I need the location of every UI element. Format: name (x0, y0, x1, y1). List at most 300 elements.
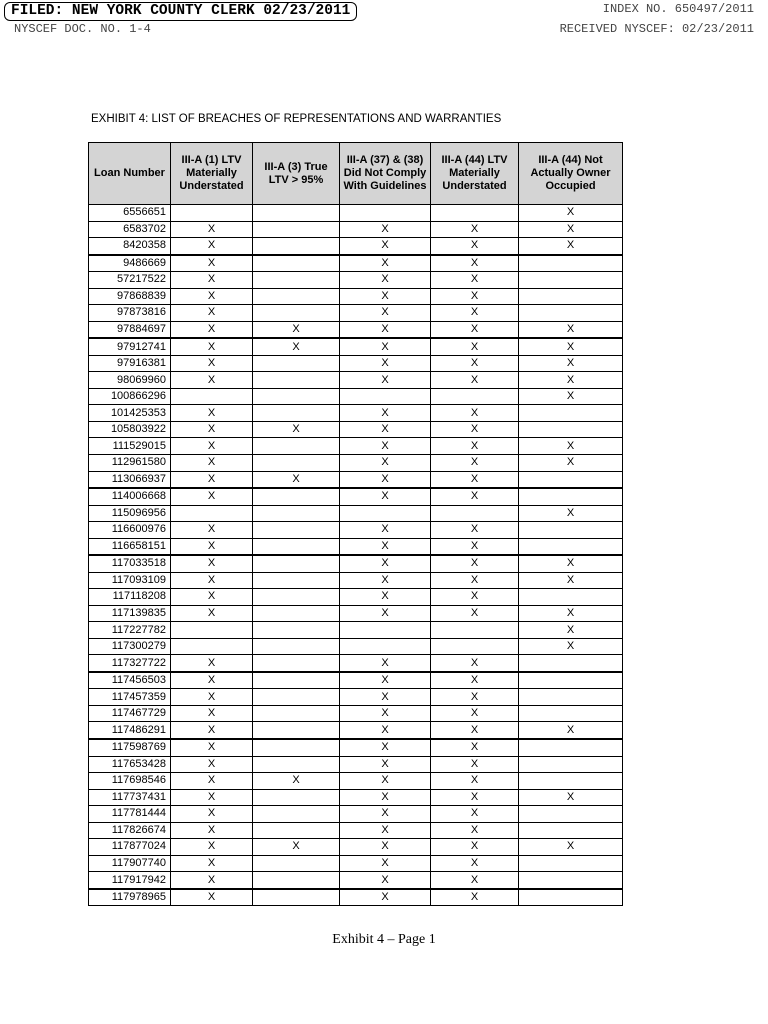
breach-mark-cell (519, 471, 623, 488)
breach-mark-cell (519, 739, 623, 756)
breach-mark-cell: X (340, 855, 431, 872)
breach-mark-cell: X (171, 538, 253, 555)
table-row (89, 739, 623, 756)
breach-mark-cell (431, 622, 519, 639)
breach-mark-cell: X (171, 789, 253, 806)
breach-mark-cell: X (431, 572, 519, 589)
breach-mark-cell: X (171, 321, 253, 338)
breach-mark-cell (519, 689, 623, 706)
table-body (89, 205, 623, 906)
breach-mark-cell: X (340, 672, 431, 689)
breach-mark-cell: X (340, 238, 431, 255)
breach-mark-cell (253, 288, 340, 305)
table-row (89, 505, 623, 522)
loan-number-cell: 117327722 (89, 655, 171, 672)
table-row (89, 305, 623, 322)
breach-mark-cell: X (171, 305, 253, 322)
breach-mark-cell: X (519, 221, 623, 238)
table-header-row (89, 143, 623, 205)
breach-mark-cell: X (171, 221, 253, 238)
table-row (89, 672, 623, 689)
breach-mark-cell (519, 405, 623, 422)
breach-mark-cell: X (253, 421, 340, 438)
breach-mark-cell: X (171, 773, 253, 790)
table-row (89, 272, 623, 289)
breach-mark-cell: X (171, 454, 253, 471)
loan-number-cell: 117093109 (89, 572, 171, 589)
loan-number-cell: 117907740 (89, 855, 171, 872)
breach-mark-cell: X (431, 705, 519, 722)
breach-mark-cell (431, 205, 519, 222)
loan-number-cell: 97884697 (89, 321, 171, 338)
loan-number-cell: 113066937 (89, 471, 171, 488)
breach-mark-cell: X (431, 789, 519, 806)
loan-number-cell: 117653428 (89, 756, 171, 773)
loan-number-cell: 117978965 (89, 889, 171, 906)
breach-mark-cell (253, 355, 340, 372)
table-row (89, 555, 623, 572)
loan-number-cell: 117917942 (89, 872, 171, 889)
breach-mark-cell (253, 388, 340, 405)
breach-mark-cell (253, 555, 340, 572)
loan-number-cell: 117598769 (89, 739, 171, 756)
breach-mark-cell (253, 806, 340, 823)
breach-mark-cell (519, 272, 623, 289)
table-row (89, 471, 623, 488)
breach-mark-cell: X (171, 822, 253, 839)
breach-mark-cell (253, 372, 340, 389)
breach-mark-cell (431, 505, 519, 522)
loan-number-cell: 9486669 (89, 255, 171, 272)
table-row (89, 221, 623, 238)
breach-mark-cell: X (431, 739, 519, 756)
table-row (89, 405, 623, 422)
loan-number-cell: 6583702 (89, 221, 171, 238)
table-row (89, 872, 623, 889)
breach-mark-cell: X (171, 238, 253, 255)
breach-mark-cell: X (431, 255, 519, 272)
breach-mark-cell (253, 672, 340, 689)
loan-number-cell: 8420358 (89, 238, 171, 255)
breach-mark-cell: X (253, 773, 340, 790)
breach-mark-cell: X (431, 522, 519, 539)
breach-mark-cell: X (171, 872, 253, 889)
table-row (89, 355, 623, 372)
breach-mark-cell: X (431, 672, 519, 689)
breach-mark-cell: X (340, 605, 431, 622)
breach-mark-cell: X (171, 355, 253, 372)
breach-mark-cell: X (171, 255, 253, 272)
breach-mark-cell (253, 855, 340, 872)
breach-mark-cell: X (171, 705, 253, 722)
breach-mark-cell (519, 305, 623, 322)
breach-mark-cell: X (253, 338, 340, 355)
table-row (89, 806, 623, 823)
breach-mark-cell (519, 288, 623, 305)
table-row (89, 789, 623, 806)
breach-mark-cell: X (431, 421, 519, 438)
breach-mark-cell: X (431, 338, 519, 355)
breach-mark-cell: X (431, 372, 519, 389)
breach-mark-cell: X (340, 372, 431, 389)
breach-mark-cell (253, 705, 340, 722)
breach-mark-cell (519, 589, 623, 606)
breach-mark-cell (253, 405, 340, 422)
breach-mark-cell (253, 488, 340, 505)
breach-mark-cell: X (431, 872, 519, 889)
breach-mark-cell: X (171, 605, 253, 622)
breach-mark-cell: X (431, 689, 519, 706)
index-number: INDEX NO. 650497/2011 (602, 2, 754, 16)
breach-mark-cell: X (519, 789, 623, 806)
breach-mark-cell (253, 572, 340, 589)
breach-mark-cell: X (519, 355, 623, 372)
breach-mark-cell: X (431, 555, 519, 572)
breach-mark-cell (519, 705, 623, 722)
breach-mark-cell: X (171, 438, 253, 455)
table-row (89, 605, 623, 622)
received-date: RECEIVED NYSCEF: 02/23/2011 (559, 22, 754, 36)
breach-mark-cell (253, 522, 340, 539)
breach-mark-cell: X (171, 806, 253, 823)
breach-mark-cell: X (431, 221, 519, 238)
breach-mark-cell (171, 388, 253, 405)
table-row (89, 889, 623, 906)
loan-number-cell: 117227782 (89, 622, 171, 639)
breach-mark-cell: X (519, 572, 623, 589)
table-row (89, 421, 623, 438)
breach-mark-cell: X (431, 305, 519, 322)
breach-mark-cell: X (340, 288, 431, 305)
breach-mark-cell: X (171, 722, 253, 739)
loan-number-cell: 117781444 (89, 806, 171, 823)
loan-number-cell: 117033518 (89, 555, 171, 572)
breach-mark-cell: X (519, 638, 623, 655)
column-header: III-A (44) LTV Materially Understated (431, 143, 519, 205)
table-row (89, 538, 623, 555)
breach-mark-cell: X (340, 689, 431, 706)
breach-mark-cell (171, 638, 253, 655)
table-row (89, 572, 623, 589)
breach-mark-cell: X (340, 538, 431, 555)
loan-number-cell: 112961580 (89, 454, 171, 471)
loan-number-cell: 117300279 (89, 638, 171, 655)
breach-mark-cell (340, 622, 431, 639)
loan-number-cell: 117139835 (89, 605, 171, 622)
breach-mark-cell: X (171, 372, 253, 389)
breach-mark-cell (253, 272, 340, 289)
loan-number-cell: 116600976 (89, 522, 171, 539)
breach-mark-cell: X (431, 272, 519, 289)
loan-number-cell: 115096956 (89, 505, 171, 522)
breach-mark-cell: X (340, 355, 431, 372)
breach-mark-cell: X (431, 471, 519, 488)
table-row (89, 388, 623, 405)
table-row (89, 205, 623, 222)
breach-mark-cell (253, 205, 340, 222)
breach-mark-cell: X (171, 338, 253, 355)
loan-number-cell: 117456503 (89, 672, 171, 689)
breach-mark-cell: X (519, 839, 623, 856)
breach-mark-cell: X (340, 839, 431, 856)
breach-mark-cell: X (171, 655, 253, 672)
column-header: III-A (37) & (38) Did Not Comply With Guidelines (340, 143, 431, 205)
breach-mark-cell: X (340, 789, 431, 806)
breach-mark-cell: X (519, 388, 623, 405)
breach-mark-cell: X (171, 756, 253, 773)
doc-number: NYSCEF DOC. NO. 1-4 (14, 22, 151, 36)
table-row (89, 255, 623, 272)
table-row (89, 756, 623, 773)
breach-mark-cell (253, 454, 340, 471)
breach-mark-cell: X (340, 555, 431, 572)
breach-mark-cell (340, 505, 431, 522)
table-row (89, 238, 623, 255)
breach-mark-cell: X (431, 889, 519, 906)
breach-mark-cell: X (171, 889, 253, 906)
loan-number-cell: 117877024 (89, 839, 171, 856)
breaches-table (88, 142, 623, 906)
table-row (89, 655, 623, 672)
breach-mark-cell: X (340, 655, 431, 672)
breach-mark-cell (253, 739, 340, 756)
breach-mark-cell: X (171, 522, 253, 539)
breach-mark-cell (519, 522, 623, 539)
table-row (89, 689, 623, 706)
breach-mark-cell (431, 388, 519, 405)
table-row (89, 338, 623, 355)
table-row (89, 622, 623, 639)
breach-mark-cell: X (340, 739, 431, 756)
loan-number-cell: 101425353 (89, 405, 171, 422)
breach-mark-cell (340, 388, 431, 405)
breach-mark-cell (519, 889, 623, 906)
breach-mark-cell (340, 205, 431, 222)
breach-mark-cell (253, 305, 340, 322)
breach-mark-cell: X (431, 589, 519, 606)
breach-mark-cell: X (519, 505, 623, 522)
breach-mark-cell (253, 255, 340, 272)
breach-mark-cell: X (431, 806, 519, 823)
breach-mark-cell (253, 722, 340, 739)
breach-mark-cell: X (340, 872, 431, 889)
breach-mark-cell (253, 538, 340, 555)
breach-mark-cell: X (171, 672, 253, 689)
breach-mark-cell (171, 505, 253, 522)
table-row (89, 488, 623, 505)
breach-mark-cell: X (431, 655, 519, 672)
table-row (89, 372, 623, 389)
table-row (89, 839, 623, 856)
breach-mark-cell (519, 756, 623, 773)
breach-mark-cell: X (171, 421, 253, 438)
breach-mark-cell: X (340, 405, 431, 422)
page-footer: Exhibit 4 – Page 1 (332, 932, 436, 947)
loan-number-cell: 117118208 (89, 589, 171, 606)
breach-mark-cell: X (171, 272, 253, 289)
table-row (89, 288, 623, 305)
breach-mark-cell: X (171, 855, 253, 872)
breach-mark-cell (253, 221, 340, 238)
breach-mark-cell (253, 822, 340, 839)
breach-mark-cell: X (519, 722, 623, 739)
table-row (89, 638, 623, 655)
breach-mark-cell: X (171, 739, 253, 756)
breach-mark-cell: X (340, 321, 431, 338)
breach-mark-cell: X (340, 438, 431, 455)
loan-number-cell: 98069960 (89, 372, 171, 389)
breach-mark-cell (519, 773, 623, 790)
breach-mark-cell: X (340, 454, 431, 471)
breach-mark-cell: X (431, 238, 519, 255)
loan-number-cell: 114006668 (89, 488, 171, 505)
loan-number-cell: 116658151 (89, 538, 171, 555)
loan-number-cell: 97873816 (89, 305, 171, 322)
column-header: Loan Number (89, 143, 171, 205)
breach-mark-cell: X (519, 454, 623, 471)
breach-mark-cell (519, 255, 623, 272)
breach-mark-cell: X (431, 438, 519, 455)
loan-number-cell: 117698546 (89, 773, 171, 790)
table-row (89, 773, 623, 790)
breach-mark-cell: X (340, 522, 431, 539)
breach-mark-cell: X (431, 855, 519, 872)
breach-mark-cell (171, 205, 253, 222)
breach-mark-cell: X (519, 438, 623, 455)
breach-mark-cell (253, 638, 340, 655)
breach-mark-cell (253, 605, 340, 622)
breach-mark-cell (340, 638, 431, 655)
breach-mark-cell: X (171, 288, 253, 305)
loan-number-cell: 117486291 (89, 722, 171, 739)
breach-mark-cell: X (171, 471, 253, 488)
breach-mark-cell: X (431, 288, 519, 305)
breach-mark-cell: X (340, 338, 431, 355)
breach-mark-cell (519, 822, 623, 839)
breach-mark-cell: X (253, 321, 340, 338)
loan-number-cell: 117826674 (89, 822, 171, 839)
breach-mark-cell: X (431, 756, 519, 773)
breach-mark-cell: X (519, 605, 623, 622)
column-header: III-A (1) LTV Materially Understated (171, 143, 253, 205)
breach-mark-cell: X (431, 488, 519, 505)
breach-mark-cell (253, 505, 340, 522)
breach-mark-cell (253, 889, 340, 906)
breach-mark-cell (519, 538, 623, 555)
breach-mark-cell: X (431, 722, 519, 739)
breach-mark-cell (253, 789, 340, 806)
breach-mark-cell (519, 421, 623, 438)
loan-number-cell: 6556651 (89, 205, 171, 222)
breach-mark-cell (519, 855, 623, 872)
table-row (89, 321, 623, 338)
breach-mark-cell: X (340, 889, 431, 906)
breach-mark-cell: X (340, 221, 431, 238)
table-row (89, 522, 623, 539)
exhibit-title: EXHIBIT 4: LIST OF BREACHES OF REPRESENTATIONS AND WARRANTIES (91, 113, 502, 125)
breach-mark-cell (519, 672, 623, 689)
breach-mark-cell: X (431, 321, 519, 338)
table-row (89, 855, 623, 872)
table-row (89, 454, 623, 471)
breach-mark-cell (253, 589, 340, 606)
column-header: III-A (44) Not Actually Owner Occupied (519, 143, 623, 205)
breach-mark-cell: X (340, 572, 431, 589)
breach-mark-cell: X (340, 272, 431, 289)
breach-mark-cell: X (171, 405, 253, 422)
breach-mark-cell: X (253, 471, 340, 488)
breach-mark-cell: X (431, 454, 519, 471)
breach-mark-cell: X (431, 605, 519, 622)
table-row (89, 438, 623, 455)
breach-mark-cell: X (340, 722, 431, 739)
breach-mark-cell: X (340, 806, 431, 823)
breach-mark-cell: X (340, 255, 431, 272)
breach-mark-cell: X (431, 355, 519, 372)
table-row (89, 589, 623, 606)
breach-mark-cell: X (340, 756, 431, 773)
breach-mark-cell: X (431, 538, 519, 555)
breach-mark-cell: X (519, 622, 623, 639)
loan-number-cell: 111529015 (89, 438, 171, 455)
breach-mark-cell: X (519, 372, 623, 389)
loan-number-cell: 117737431 (89, 789, 171, 806)
breach-mark-cell: X (171, 589, 253, 606)
table-row (89, 822, 623, 839)
breach-mark-cell: X (519, 338, 623, 355)
breach-mark-cell: X (340, 773, 431, 790)
breach-mark-cell: X (171, 689, 253, 706)
loan-number-cell: 57217522 (89, 272, 171, 289)
breach-mark-cell: X (171, 572, 253, 589)
loan-number-cell: 117457359 (89, 689, 171, 706)
breach-mark-cell: X (431, 405, 519, 422)
breach-mark-cell (253, 438, 340, 455)
breach-mark-cell (253, 238, 340, 255)
table-row (89, 705, 623, 722)
breach-mark-cell: X (340, 822, 431, 839)
filed-stamp: FILED: NEW YORK COUNTY CLERK 02/23/2011 (4, 2, 357, 21)
breach-mark-cell: X (431, 822, 519, 839)
breach-mark-cell (171, 622, 253, 639)
breach-mark-cell: X (519, 238, 623, 255)
breach-mark-cell: X (253, 839, 340, 856)
breach-mark-cell: X (519, 555, 623, 572)
breach-mark-cell (253, 689, 340, 706)
breach-mark-cell (431, 638, 519, 655)
loan-number-cell: 97912741 (89, 338, 171, 355)
column-header: III-A (3) True LTV > 95% (253, 143, 340, 205)
breach-mark-cell: X (431, 773, 519, 790)
breach-mark-cell (253, 622, 340, 639)
breach-mark-cell: X (340, 705, 431, 722)
loan-number-cell: 117467729 (89, 705, 171, 722)
breach-mark-cell: X (519, 321, 623, 338)
breach-mark-cell (519, 872, 623, 889)
breach-mark-cell (253, 655, 340, 672)
breach-mark-cell: X (171, 488, 253, 505)
breach-mark-cell (519, 488, 623, 505)
breach-mark-cell: X (171, 839, 253, 856)
breach-mark-cell (253, 872, 340, 889)
breach-mark-cell: X (519, 205, 623, 222)
breach-mark-cell: X (340, 421, 431, 438)
loan-number-cell: 100866296 (89, 388, 171, 405)
loan-number-cell: 105803922 (89, 421, 171, 438)
breach-mark-cell: X (171, 555, 253, 572)
breach-mark-cell: X (431, 839, 519, 856)
loan-number-cell: 97868839 (89, 288, 171, 305)
